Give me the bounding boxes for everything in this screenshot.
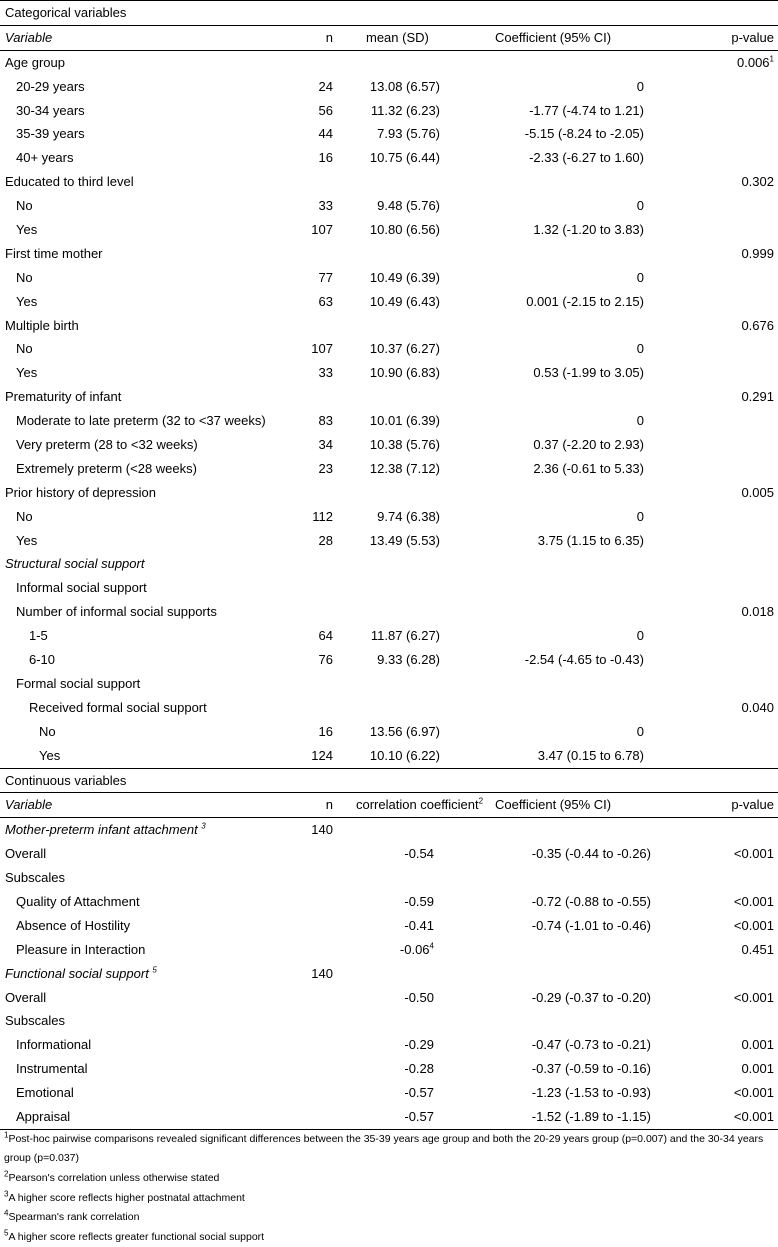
- variable-cell: No: [39, 723, 56, 739]
- mean-sd-cell: 9.33 (6.28): [377, 652, 440, 668]
- mean-sd-cell: 10.75 (6.44): [369, 150, 440, 166]
- table-row: [0, 1081, 778, 1105]
- header-variable: Variable: [5, 797, 53, 813]
- categorical-section-title-row: [0, 0, 778, 26]
- variable-cell: Very preterm (28 to <32 weeks): [16, 437, 198, 453]
- coefficient-cell: -1.77 (-4.74 to 1.21): [529, 102, 644, 118]
- correlation-cell: [404, 1105, 434, 1129]
- variable-cell: 1-5: [29, 628, 48, 644]
- p-value-text: 0.999: [741, 245, 774, 261]
- p-value-cell: [741, 600, 774, 624]
- p-value-cell: 0.451: [741, 941, 774, 957]
- table-row: [0, 122, 778, 146]
- variable-cell: Yes: [39, 747, 61, 763]
- table-row: [0, 314, 778, 338]
- table-row: [0, 818, 778, 842]
- coefficient-cell: 0.001 (-2.15 to 2.15): [526, 293, 644, 309]
- header-coefficient: Coefficient (95% CI): [495, 29, 612, 45]
- variable-text: Informational: [16, 1037, 92, 1053]
- coefficient-cell: -1.52 (-1.89 to -1.15): [531, 1108, 651, 1124]
- mean-sd-cell: 9.74 (6.38): [377, 508, 440, 524]
- correlation-text: -0.54: [404, 846, 434, 862]
- variable-text: Overall: [5, 846, 47, 862]
- coefficient-cell: 2.36 (-0.61 to 5.33): [533, 460, 644, 476]
- header-correlation-sup: 2: [478, 797, 484, 807]
- variable-cell: Structural social support: [5, 556, 145, 572]
- footnote-number: 1: [4, 1130, 9, 1140]
- correlation-text: -0.59: [404, 893, 434, 909]
- table-row: [0, 457, 778, 481]
- p-value-cell: <0.001: [733, 1085, 774, 1101]
- mean-sd-cell: 10.49 (6.43): [369, 293, 440, 309]
- categorical-body: [0, 51, 778, 768]
- table-row: [0, 672, 778, 696]
- mean-sd-cell: 10.49 (6.39): [369, 269, 440, 285]
- mean-sd-cell: 10.90 (6.83): [369, 365, 440, 381]
- coefficient-cell: -1.23 (-1.53 to -0.93): [531, 1085, 651, 1101]
- categorical-section-title: Categorical variables: [5, 5, 127, 20]
- footnote-number: 2: [4, 1169, 9, 1179]
- variable-text: Mother-preterm infant attachment: [5, 822, 202, 838]
- variable-cell: Number of informal social supports: [16, 604, 217, 620]
- variable-text: Pleasure in Interaction: [16, 941, 146, 957]
- footnote: [4, 1228, 778, 1247]
- p-value-cell: <0.001: [733, 1108, 774, 1124]
- table-row: [0, 1105, 778, 1129]
- p-value-cell: 0.001: [741, 1061, 774, 1077]
- variable-cell: [5, 866, 65, 890]
- table-row: [0, 218, 778, 242]
- p-value-cell: [741, 385, 774, 409]
- header-n: n: [325, 797, 333, 813]
- table-row: [0, 600, 778, 624]
- p-value-text: 0.291: [741, 389, 774, 405]
- correlation-text: -0.28: [404, 1061, 434, 1077]
- n-cell: 140: [311, 822, 333, 838]
- footnote-text: A higher score reflects greater functional social support: [8, 1230, 265, 1243]
- n-cell: 107: [311, 341, 333, 357]
- correlation-text: -0.41: [404, 917, 434, 933]
- correlation-footnote-sup: 4: [429, 941, 434, 951]
- variable-cell: No: [16, 269, 33, 285]
- header-variable: Variable: [5, 29, 53, 45]
- footnote-number: 4: [4, 1208, 9, 1218]
- n-cell: 16: [318, 150, 333, 166]
- variable-cell: Yes: [16, 365, 38, 381]
- mean-sd-cell: 10.37 (6.27): [369, 341, 440, 357]
- correlation-cell: [400, 938, 434, 962]
- n-cell: 28: [318, 532, 333, 548]
- variable-cell: Educated to third level: [5, 174, 134, 190]
- variable-cell: Yes: [16, 222, 38, 238]
- n-cell: 83: [318, 413, 333, 429]
- n-cell: 33: [318, 365, 333, 381]
- correlation-cell: [404, 842, 434, 866]
- variable-cell: No: [16, 508, 33, 524]
- variable-cell: 35-39 years: [16, 126, 85, 142]
- coefficient-cell: 0: [636, 508, 644, 524]
- variable-cell: Age group: [5, 54, 65, 70]
- coefficient-cell: -0.35 (-0.44 to -0.26): [531, 846, 651, 862]
- n-cell: 64: [318, 628, 333, 644]
- table-row: [0, 552, 778, 576]
- table-row: [0, 648, 778, 672]
- continuous-header-row: [0, 793, 778, 818]
- table-row: [0, 529, 778, 553]
- variable-cell: No: [16, 341, 33, 357]
- p-value-cell: <0.001: [733, 893, 774, 909]
- variable-text: Subscales: [5, 870, 65, 886]
- variable-cell: [5, 1057, 88, 1081]
- n-cell: 24: [318, 78, 333, 94]
- p-value-text: 0.018: [741, 604, 774, 620]
- coefficient-cell: 0: [636, 78, 644, 94]
- table-row: [0, 146, 778, 170]
- header-coefficient: Coefficient (95% CI): [495, 797, 612, 813]
- coefficient-cell: 3.75 (1.15 to 6.35): [537, 532, 644, 548]
- n-cell: 33: [318, 198, 333, 214]
- variable-cell: [5, 1105, 70, 1129]
- p-value-cell: 0.001: [741, 1037, 774, 1053]
- variable-cell: [5, 1081, 74, 1105]
- correlation-cell: [404, 1057, 434, 1081]
- header-n: n: [325, 29, 333, 45]
- p-value-cell: [741, 696, 774, 720]
- mean-sd-cell: 12.38 (7.12): [369, 460, 440, 476]
- footnote: [4, 1149, 778, 1169]
- n-cell: 140: [311, 965, 333, 981]
- table-row: [0, 433, 778, 457]
- footnote-text: Post-hoc pairwise comparisons revealed significant differences between the 35-39 years age group and both the 20-29 years group (p=0.007) and the 30-34 years: [8, 1132, 764, 1145]
- mean-sd-cell: 13.49 (5.53): [369, 532, 440, 548]
- variable-cell: [5, 986, 46, 1010]
- header-mean: mean (SD): [366, 29, 429, 45]
- variable-text: Subscales: [5, 1013, 65, 1029]
- table-row: [0, 866, 778, 890]
- variable-text: Instrumental: [16, 1061, 88, 1077]
- coefficient-cell: -0.37 (-0.59 to -0.16): [531, 1061, 651, 1077]
- header-correlation: [356, 793, 483, 817]
- p-value-cell: <0.001: [733, 917, 774, 933]
- coefficient-cell: 0: [636, 269, 644, 285]
- correlation-text: -0.57: [404, 1085, 434, 1101]
- footnotes: [0, 1130, 778, 1247]
- table-row: [0, 194, 778, 218]
- table-row: [0, 290, 778, 314]
- variable-text: Functional social support: [5, 965, 153, 981]
- mean-sd-cell: 13.08 (6.57): [369, 78, 440, 94]
- n-cell: 23: [318, 460, 333, 476]
- mean-sd-cell: 7.93 (5.76): [377, 126, 440, 142]
- continuous-body: [0, 818, 778, 1130]
- table-row: [0, 1009, 778, 1033]
- variable-cell: 6-10: [29, 652, 56, 668]
- mean-sd-cell: 10.38 (5.76): [369, 437, 440, 453]
- p-value-cell: [741, 170, 774, 194]
- correlation-text: -0.06: [399, 941, 430, 957]
- table-row: [0, 75, 778, 99]
- table-row: [0, 266, 778, 290]
- p-value-cell: <0.001: [733, 846, 774, 862]
- variable-text: Overall: [5, 989, 47, 1005]
- table-row: [0, 1057, 778, 1081]
- table-row: [0, 720, 778, 744]
- footnote-text: Pearson's correlation unless otherwise stated: [8, 1172, 220, 1185]
- table-row: [0, 385, 778, 409]
- n-cell: 77: [318, 269, 333, 285]
- correlation-cell: [404, 986, 434, 1010]
- table-row: [0, 51, 778, 75]
- table-row: [0, 842, 778, 866]
- p-value-cell: [741, 314, 774, 338]
- variable-text: Quality of Attachment: [16, 893, 140, 909]
- coefficient-cell: -0.47 (-0.73 to -0.21): [531, 1037, 651, 1053]
- footnote-number: 5: [4, 1228, 9, 1238]
- table-row: [0, 409, 778, 433]
- variable-cell: [5, 890, 140, 914]
- mean-sd-cell: 13.56 (6.97): [369, 723, 440, 739]
- correlation-text: -0.57: [404, 1108, 434, 1124]
- correlation-text: -0.50: [404, 989, 434, 1005]
- table-row: [0, 624, 778, 648]
- coefficient-cell: 0: [636, 198, 644, 214]
- coefficient-cell: 0.37 (-2.20 to 2.93): [533, 437, 644, 453]
- table-row: [0, 505, 778, 529]
- variable-cell: [5, 1009, 65, 1033]
- variable-cell: Extremely preterm (<28 weeks): [16, 460, 197, 476]
- table-row: [0, 99, 778, 123]
- table-row: [0, 744, 778, 768]
- footnote-number: 3: [4, 1189, 9, 1199]
- table-row: [0, 890, 778, 914]
- header-p-value: p-value: [731, 797, 774, 813]
- p-value-cell: [737, 51, 774, 75]
- table-row: [0, 986, 778, 1010]
- p-value-cell: <0.001: [733, 989, 774, 1005]
- variable-cell: Informal social support: [16, 580, 147, 596]
- n-cell: 44: [318, 126, 333, 142]
- table-row: [0, 962, 778, 986]
- continuous-section-title-row: [0, 768, 778, 794]
- variable-text: Appraisal: [16, 1108, 71, 1124]
- continuous-section-title: Continuous variables: [5, 772, 127, 788]
- variable-cell: 40+ years: [16, 150, 74, 166]
- footnote-text: Spearman's rank correlation: [8, 1211, 140, 1224]
- mean-sd-cell: 10.10 (6.22): [369, 747, 440, 763]
- variable-cell: [5, 938, 145, 962]
- coefficient-cell: 0: [636, 413, 644, 429]
- table-row: [0, 576, 778, 600]
- variable-cell: [5, 962, 157, 986]
- variable-cell: Prior history of depression: [5, 484, 157, 500]
- variable-cell: [5, 818, 206, 842]
- n-cell: 16: [318, 723, 333, 739]
- footnote: [4, 1208, 778, 1228]
- coefficient-cell: -0.72 (-0.88 to -0.55): [531, 893, 651, 909]
- coefficient-cell: -2.33 (-6.27 to 1.60): [529, 150, 644, 166]
- footnote: [4, 1189, 778, 1209]
- mean-sd-cell: 10.01 (6.39): [369, 413, 440, 429]
- mean-sd-cell: 11.87 (6.27): [370, 628, 440, 644]
- variable-text: Emotional: [16, 1085, 74, 1101]
- variable-cell: 30-34 years: [16, 102, 85, 118]
- p-value-footnote-sup: 1: [769, 54, 774, 64]
- variable-footnote-sup: 3: [201, 821, 206, 831]
- categorical-header-row: [0, 26, 778, 51]
- mean-sd-cell: 10.80 (6.56): [369, 222, 440, 238]
- correlation-text: -0.29: [404, 1037, 434, 1053]
- table-row: [0, 337, 778, 361]
- table-row: [0, 361, 778, 385]
- coefficient-cell: -0.29 (-0.37 to -0.20): [531, 989, 651, 1005]
- p-value-text: 0.005: [741, 484, 774, 500]
- footnote-text: group (p=0.037): [4, 1152, 80, 1165]
- coefficient-cell: 0: [636, 628, 644, 644]
- coefficient-cell: -2.54 (-4.65 to -0.43): [524, 652, 644, 668]
- coefficient-cell: 3.47 (0.15 to 6.78): [537, 747, 644, 763]
- variable-cell: Yes: [16, 293, 38, 309]
- mean-sd-cell: 11.32 (6.23): [370, 102, 440, 118]
- n-cell: 56: [318, 102, 333, 118]
- p-value-cell: [741, 242, 774, 266]
- table-row: [0, 170, 778, 194]
- p-value-text: 0.006: [737, 54, 770, 70]
- table-row: [0, 1033, 778, 1057]
- p-value-text: 0.676: [741, 317, 774, 333]
- header-correlation-label: correlation coefficient: [356, 797, 479, 813]
- variable-cell: Received formal social support: [29, 699, 207, 715]
- mean-sd-cell: 9.48 (5.76): [377, 198, 440, 214]
- correlation-cell: [404, 914, 434, 938]
- n-cell: 63: [318, 293, 333, 309]
- n-cell: 76: [318, 652, 333, 668]
- n-cell: 124: [311, 747, 333, 763]
- n-cell: 112: [312, 508, 333, 524]
- footnote: [4, 1130, 778, 1150]
- correlation-cell: [404, 890, 434, 914]
- correlation-cell: [404, 1033, 434, 1057]
- variable-cell: Prematurity of infant: [5, 389, 122, 405]
- coefficient-cell: 0: [636, 341, 644, 357]
- n-cell: 34: [318, 437, 333, 453]
- p-value-text: 0.040: [741, 699, 774, 715]
- coefficient-cell: 1.32 (-1.20 to 3.83): [533, 222, 644, 238]
- variable-cell: [5, 842, 46, 866]
- table-row: [0, 938, 778, 962]
- header-p-value: p-value: [731, 29, 774, 45]
- variable-cell: Yes: [16, 532, 38, 548]
- footnote: [4, 1169, 778, 1189]
- n-cell: 107: [311, 222, 333, 238]
- correlation-cell: [404, 1081, 434, 1105]
- variable-cell: Moderate to late preterm (32 to <37 weeks): [16, 413, 266, 429]
- table-row: [0, 242, 778, 266]
- coefficient-cell: 0.53 (-1.99 to 3.05): [533, 365, 644, 381]
- variable-footnote-sup: 5: [152, 965, 157, 975]
- coefficient-cell: -0.74 (-1.01 to -0.46): [531, 917, 651, 933]
- variable-cell: First time mother: [5, 245, 103, 261]
- p-value-cell: [741, 481, 774, 505]
- variable-cell: Multiple birth: [5, 317, 79, 333]
- table-row: [0, 696, 778, 720]
- variable-cell: No: [16, 198, 33, 214]
- footnote-text: A higher score reflects higher postnatal attachment: [8, 1191, 245, 1204]
- variable-cell: [5, 1033, 91, 1057]
- variable-cell: 20-29 years: [16, 78, 85, 94]
- table-row: [0, 481, 778, 505]
- variable-cell: Formal social support: [16, 675, 141, 691]
- table-row: [0, 914, 778, 938]
- coefficient-cell: -5.15 (-8.24 to -2.05): [524, 126, 644, 142]
- variable-text: Absence of Hostility: [16, 917, 131, 933]
- p-value-text: 0.302: [741, 174, 774, 190]
- variable-cell: [5, 914, 130, 938]
- coefficient-cell: 0: [636, 723, 644, 739]
